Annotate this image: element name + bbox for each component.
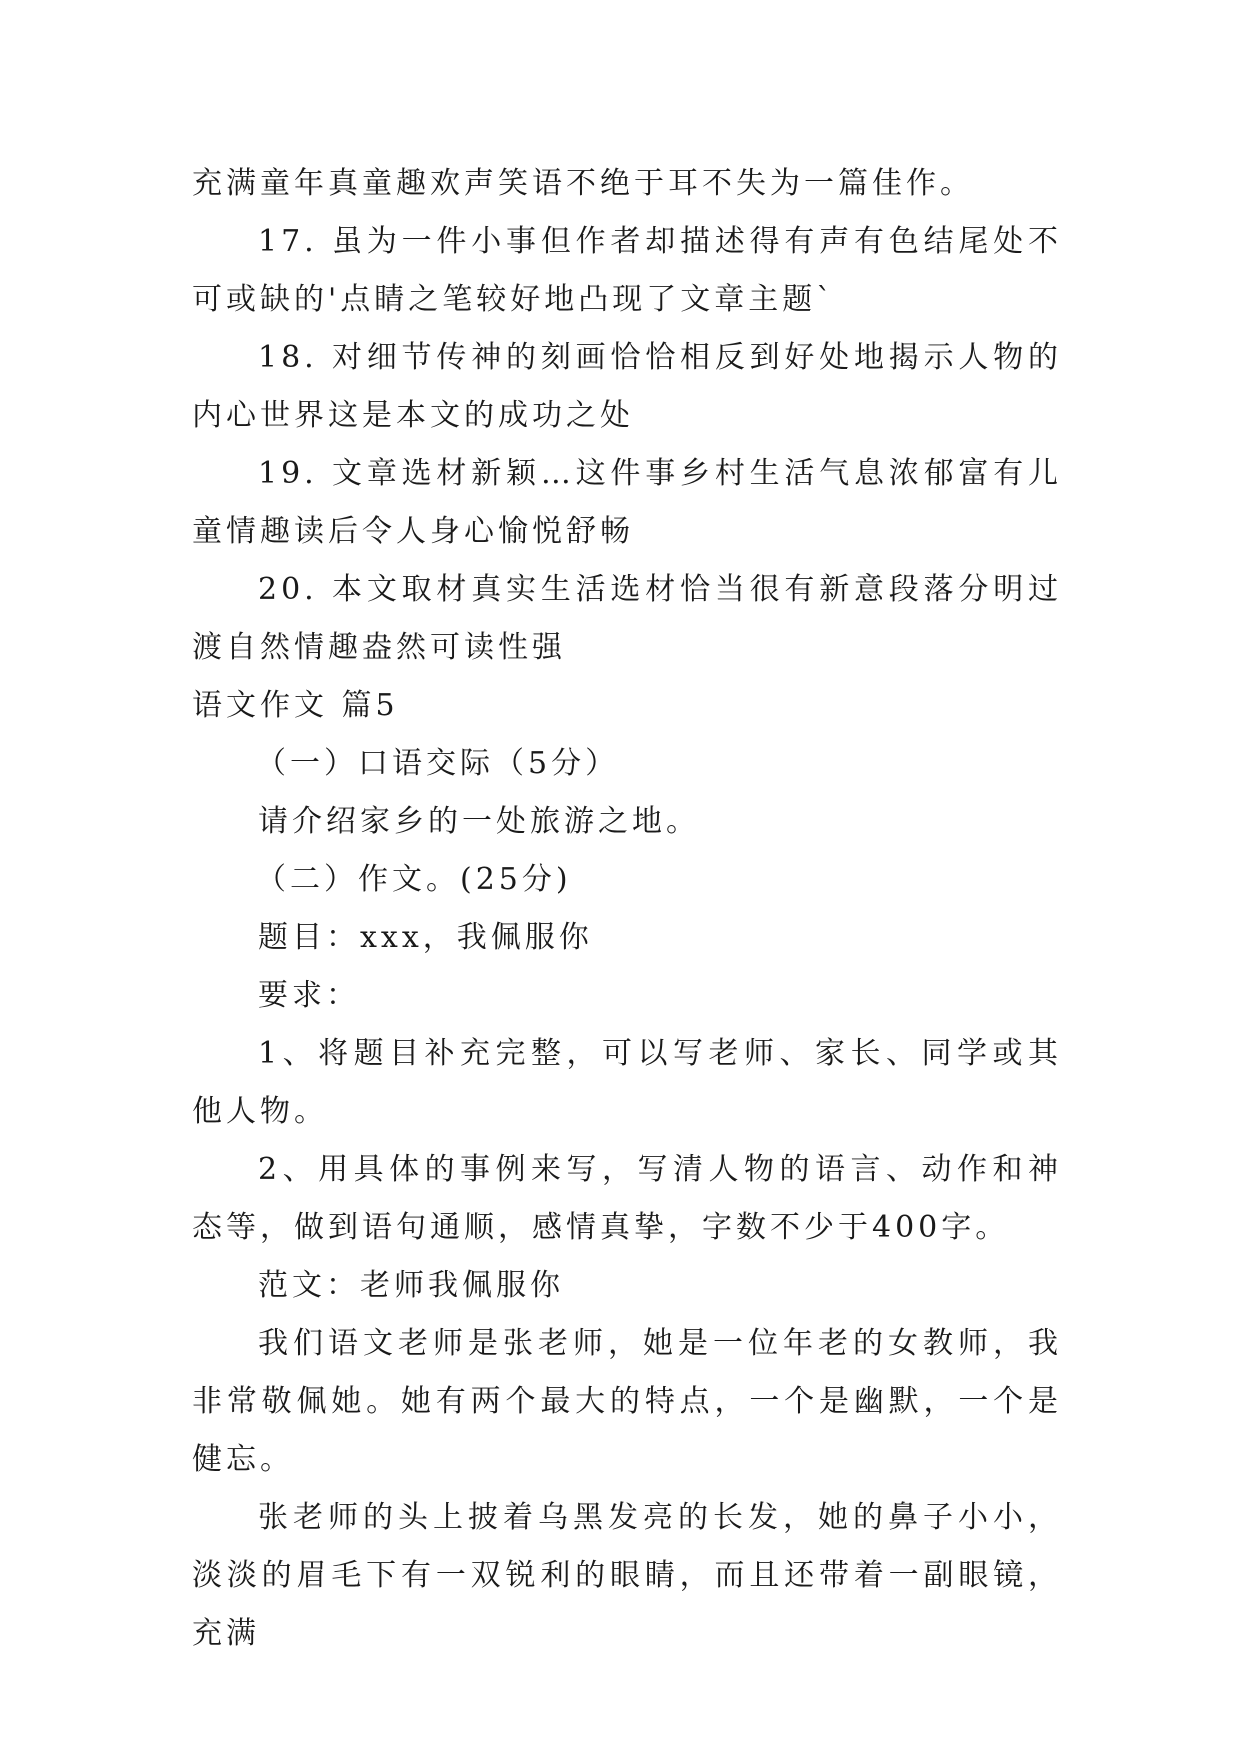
paragraph-sample-2: 张老师的头上披着乌黑发亮的长发，她的鼻子小小，淡淡的眉毛下有一双锐利的眼睛，而且还带着一副眼镜，充满 [192, 1500, 1062, 1651]
paragraph-oral-task: 请介绍家乡的一处旅游之地。 [258, 804, 700, 839]
paragraph-composition: （二）作文。(25分) [256, 862, 572, 897]
document-body [192, 155, 1062, 1663]
paragraph-requirement-1: 1、将题目补充完整，可以写老师、家长、同学或其他人物。 [192, 1036, 1062, 1129]
paragraph-topic: 题目：xxx，我佩服你 [258, 920, 593, 955]
section-heading: 语文作文 篇5 [192, 688, 399, 723]
paragraph-requirements-label: 要求： [258, 978, 360, 1013]
paragraph-oral-communication: （一）口语交际（5分） [256, 746, 620, 781]
paragraph-comment-19: 19. 文章选材新颖…这件事乡村生活气息浓郁富有儿童情趣读后令人身心愉悦舒畅 [192, 456, 1062, 549]
paragraph-continuation: 充满童年真童趣欢声笑语不绝于耳不失为一篇佳作。 [192, 166, 974, 201]
paragraph-sample-1: 我们语文老师是张老师，她是一位年老的女教师，我非常敬佩她。她有两个最大的特点，一个是幽默，一个是健忘。 [192, 1326, 1062, 1477]
paragraph-comment-18: 18. 对细节传神的刻画恰恰相反到好处地揭示人物的内心世界这是本文的成功之处 [192, 340, 1062, 433]
paragraph-comment-17: 17. 虽为一件小事但作者却描述得有声有色结尾处不可或缺的'点睛之笔较好地凸现了文章主题` [192, 224, 1062, 317]
paragraph-comment-20: 20. 本文取材真实生活选材恰当很有新意段落分明过渡自然情趣盎然可读性强 [192, 572, 1062, 665]
paragraph-requirement-2: 2、用具体的事例来写，写清人物的语言、动作和神态等，做到语句通顺，感情真挚，字数不少于400字。 [192, 1152, 1062, 1245]
paragraph-sample-title: 范文：老师我佩服你 [258, 1268, 564, 1303]
